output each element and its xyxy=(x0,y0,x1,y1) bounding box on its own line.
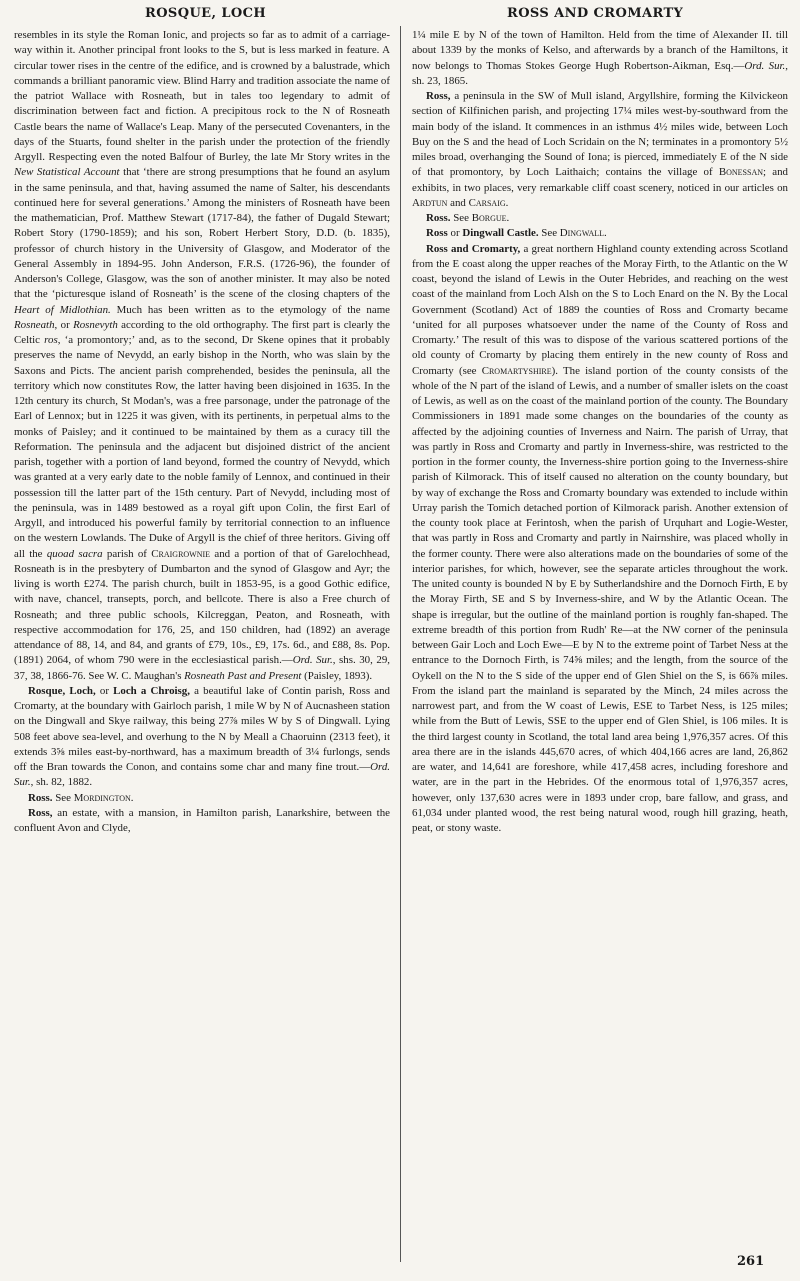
text-run: ; and exhibits, in two places, very remarkable cliff coast scenery, noticed in our articles on xyxy=(412,166,788,194)
entry-headword: Ross and Cromarty, xyxy=(426,242,521,255)
cross-reference: Ardtun xyxy=(412,196,448,209)
entry-headword: Ross. xyxy=(28,791,53,804)
text-run: a great northern Highland county extending across Scotland from the E coast along the upper reaches of the Moray Firth, to the Atlantic on the W coast, beyond the island of Lewis in the Outer Hebrides, and reaching on the west coast of the mainland from Loch Alsh on the S to Loch Enard on the N. By the Local Government (Scotland) Act of 1889 the counties of Ross and Cromarty became ‘united for all purposes whatsoever under the name of the County of Ross and Cromarty.’ The result of this was to dispose of the various scattered portions of the old county of Cromarty by placing them entirely in the new county of Ross and Cromarty (see xyxy=(412,242,788,377)
entry-rosque-loch xyxy=(14,684,390,791)
italic-run: Rosnevyth xyxy=(73,318,118,331)
left-running-title: ROSQUE, LOCH xyxy=(145,6,267,21)
text-run: and a portion of that of Garelochhead, Rosneath is in the presbytery of Dumbarton and the synod of Glasgow and Ayr; the living is worth £274. The parish church, built in 1853-95, is a good Gothic edifice, with nave, chancel, transepts, porch, and bellcote. There is also a Free church of Rosneath; and three public schools, Kilcreggan, Peaton, and Rosneath, with respective accommodation for 176, 25, and 150 children, had (1892) an average attendance of 88, 14, and 84, and grants of £79, 10s., £9, 17s. 6d., and £88, 8s. Pop. (1891) 2064, of whom 790 were in the ecclesiastical parish.— xyxy=(14,547,390,667)
italic-run: Rosneath Past and Present xyxy=(184,669,302,682)
entry-ross-mull xyxy=(412,89,788,211)
cross-reference: Dingwall. xyxy=(559,227,607,240)
text-run: a beautiful lake of Contin parish, Ross and Cromarty, at the boundary with Gairloch parish, 1 mile W by N of Aucnasheen station on the Dingwall and Skye railway, this being 27⅞ miles W by S of Dingwall. Lying 508 feet above sea-level, and overhung to the N by Meall a Chaoruinn (2313 feet), it extends 3⅝ miles east-by-northward, has a maximum breadth of 3¼ furlongs, sends off the Bran towards the Conon, and contains some char and many fine trout.— xyxy=(14,684,390,773)
italic-run: ros xyxy=(44,334,58,346)
entry-headword: Ross. xyxy=(426,212,451,224)
text-run: resembles in its style the Roman Ionic, and projects so far as to admit of a carriage-way within it. Another principal front looks to the S, but is less marked in feature. A circular tower rises in the centre of the edifice, and is crowned by a balustrade, which commands a brilliant panoramic view. Blind Harry and tradition associate the name of the patriot Wallace with Rosneath, but in tales too legendary to admit of discrimination between fact and fiction. A precipitous rock to the N of Rosneath Castle bears the name of Wallace's Leap. Many of the persecuted Covenanters, in the days of the Stuarts, found shelter in the parish under the protection of the friendly Argyll. Respecting even the noted Balfour of Burley, the late Mr Story writes in the xyxy=(14,29,390,163)
text-run: an estate, with a mansion, in Hamilton parish, Lanarkshire, between the confluent Avon and Clyde, xyxy=(14,806,390,834)
text-run: See xyxy=(538,227,560,240)
entry-ross-estate xyxy=(14,806,390,837)
text-run: that ‘there are strong presumptions that he found an asylum in the same peninsula, and that, having assumed the name of Salter, his descendants continued here for several generations.’ Among the ministers of Rosneath have been the mathematician, Prof. Matthew Stewart (1717-84), the father of Dugald Stewart; Robert Story (1790-1859); and his son, Robert Herbert Story, D.D. (b. 1835), professor of church history in the University of Glasgow, and Moderator of the General Assembly in 1894-95. John Anderson, F.R.S. (1726-96), the founder of Anderson's College, Glasgow, was the son of another minister. It may also be noted that the ‘picturesque island of Rosneath’ is the scene of the closing chapters of the xyxy=(14,166,390,301)
text-run: 1¼ mile E by N of the town of Hamilton. Held from the time of Alexander II. till about 1339 by the monks of Kelso, and afterwards by a branch of the Hamiltons, it now belongs to Thomas Stokes George Hugh Robertson-Aikman, Esq.— xyxy=(412,29,788,72)
text-run: according to the old orthography. The first part is clearly the Celtic xyxy=(14,318,390,346)
italic-run: Ord. Sur. xyxy=(14,761,390,789)
entry-headword: Rosque, Loch, xyxy=(28,684,96,697)
entry-ross-dingwall-castle xyxy=(412,226,788,241)
entry-headword: Loch a Chroisg, xyxy=(113,684,190,697)
column-divider xyxy=(400,26,401,1262)
cross-reference: Bonessan xyxy=(718,166,764,179)
text-run: , sh. 82, 1882. xyxy=(30,776,93,789)
running-header xyxy=(0,2,800,26)
right-running-title: ROSS AND CROMARTY xyxy=(507,6,684,21)
text-run: , sh. 23, 1865. xyxy=(412,59,789,87)
page-number: 261 xyxy=(737,1254,765,1269)
cross-reference: Borgue. xyxy=(471,212,510,224)
entry-headword: Dingwall Castle. xyxy=(462,227,539,240)
text-run: See xyxy=(450,212,472,224)
entry-headword: Ross, xyxy=(28,806,53,819)
right-column xyxy=(412,28,788,836)
entry-ross-estate-continued xyxy=(412,28,788,89)
text-run: See xyxy=(52,791,74,804)
cross-reference: Mordington. xyxy=(73,791,134,804)
text-run: and xyxy=(447,196,469,209)
italic-run: Ord. Sur. xyxy=(744,59,786,72)
italic-run: Ord. Sur. xyxy=(292,654,333,667)
text-run: , or xyxy=(54,318,74,331)
italic-run: quoad sacra xyxy=(46,547,103,560)
text-run: a peninsula in the SW of Mull island, Argyllshire, forming the Kilvickeon section of Kilfinichen parish, and projecting 17¼ miles west-by-southward from the main body of the island. It commences in an isthmus 4½ miles wide, between Loch Buy on the S and the head of Loch Scridain on the N; terminates in a promontory 5½ miles broad, overhanging the Sound of Iona; is pierced, immediately E of the N side of that promontory, by Loch Laithaich; contains the village of xyxy=(412,90,788,179)
entry-headword: Ross, xyxy=(426,90,451,102)
text-run: or xyxy=(95,684,114,697)
italic-run: Rosneath xyxy=(14,318,55,331)
entry-ross-borgue xyxy=(412,211,788,226)
cross-reference: Carsaig. xyxy=(468,196,509,209)
italic-run: Heart of Midlothian. xyxy=(14,303,111,316)
entry-headword: Ross xyxy=(426,227,448,240)
cross-reference: Craigrownie xyxy=(151,547,211,560)
left-column xyxy=(14,28,390,836)
entry-rosneath-continued xyxy=(14,28,390,684)
text-run: , ‘a promontory;’ and, as to the second, Dr Skene opines that it probably preserves the name of Nevydd, an early bishop in the North, who was slain by the Saxons and Picts. The ancient parish comprehended, besides the peninsula, all the territory which now constitutes Row, the latter having been disjoined in 1635. In the 12th century its church, St Modan's, was a free parsonage, under the patronage of the Earl of Lennox; but in 1225 it was given, with its pertinents, in perpetual alms to the monks of Paisley; and it continued to be maintained by them as a curacy till the Reformation. The peninsula and the adjacent but disjoined district of the ancient parish, together with a portion of land beyond, formed the country of Nevydd, which was granted at a very early date to the noble family of Lennox, and continued in their possession till the latter part of the 15th century. Part of Nevydd, including most of the peninsula, was in 1489 bestowed as a royal gift upon Colin, the first Earl of Argyll, and introduced his powerful family by territorial connection to an influence on the western Lowlands. The Duke of Argyll is the chief of three heritors. Giving off all the xyxy=(14,334,390,560)
text-run: ). The island portion of the county consists of the whole of the N part of the island of Lewis, and a number of smaller islets on the coast of Lewis, as well as on the coast of the mainland portion of the county. The Boundary Commissioners in 1891 made some changes on the boundaries of the county as affected by the adjoining counties of Inverness and Nairn. The parish of Urray, that was partly in Ross and Cromarty and partly in Inverness-shire, was restricted to the portion in the former county, the Inverness-shire portion going to the Inverness-shire parish of Kilmorack. This of itself caused no alteration on the county boundary, but by way of exchange the Ross and Cromarty boundary was extended to include within Urray parish the Tomich detached portion of Kilmorack parish. Another extension of the county took place at Ferintosh, when the parish of Urquhart and Logie-Wester, that was partly in Ross and Cromarty and partly in Nairnshire, was placed wholly in the former county. There were also alterations made on the boundaries of some of the interior parishes, for which, however, see the separate articles throughout the work. The united county is bounded N by E by Sutherlandshire and the Dornoch Firth, E by the Moray Firth, SE and S by Inverness-shire, and W by the Atlantic Ocean. The shape is irregular, but the outline of the mainland portion is roughly fan-shaped. The extreme breadth of this portion from Rudh' Re—at the NW corner of the peninsula between Gair Loch and Loch Ewe—E by N to the extreme point of Tarbet Ness at the entrance to the Dornoch Firth, is 74⅝ miles; and the length, from the source of the Oykell on the N to the S side of the upper end of Glen Shiel on the S, is 66⅞ miles. From the island part the mainland is separated by the Minch, 24 miles across the narrowest part, and from the W coast of Lewis, ESE to Tarbet Ness, is 125 miles; while from the Butt of Lewis, SSE to the upper end of Glen Shiel, is 106 miles. It is the third largest county in Scotland, the total land area being 1,976,357 acres. Of this area there are in the islands 445,670 acres, of which 404,166 acres are land, 26,862 are water, and 14,641 are foreshore, while 417,458 acres, including foreshore and water, are in the part in the Hebrides. Of the enormous total of 1,976,357 acres, however, only 137,630 acres were in 1893 under crop, bare fallow, and grass, and 61,034 under planted wood, the rest being natural wood, rough hill grazing, heath, peat, or stony waste. xyxy=(412,364,788,834)
text-run: parish of xyxy=(102,547,152,560)
text-run: , shs. 30, 29, 37, 38, 1866-76. See W. C. Maughan's xyxy=(14,654,390,682)
entry-ross-mordington xyxy=(14,791,390,806)
text-run: (Paisley, 1893). xyxy=(301,669,373,682)
entry-ross-and-cromarty xyxy=(412,242,788,837)
text-run: or xyxy=(447,227,463,240)
cross-reference: Cromartyshire xyxy=(481,364,552,377)
italic-run: New Statistical Account xyxy=(14,166,120,179)
text-run: Much has been written as to the etymology of the name xyxy=(110,303,390,316)
